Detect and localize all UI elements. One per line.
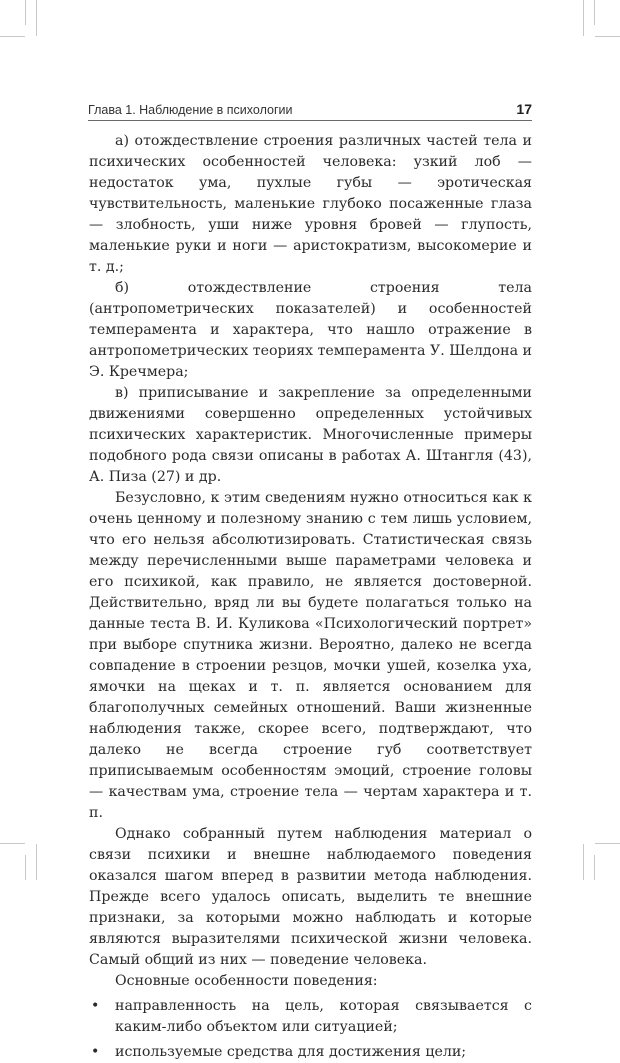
crop-mark-top-right-v2 — [594, 0, 595, 25]
list-item — [89, 1042, 532, 1063]
list-item-text: используемые средства для достижения цели; — [115, 1044, 467, 1060]
running-header — [88, 100, 532, 121]
crop-mark-top-right-v — [583, 0, 584, 36]
bullet-icon: • — [91, 998, 100, 1014]
paragraph-v: в) приписывание и закрепление за определенными движениями совершенно определенных устойчивых психических характеристик. Многочисленные примеры подобного рода связи описаны в работах А. Штангля (43), А. Пиза (27) и др. — [89, 385, 532, 485]
crop-mark-top-left-h — [0, 36, 25, 37]
list-item-text: направленность на цель, которая связывается с каким-либо объектом или ситуацией; — [115, 998, 532, 1035]
crop-mark-top-right-h — [595, 36, 620, 37]
list-item — [89, 996, 532, 1038]
crop-mark-bottom-right-h — [595, 843, 620, 844]
crop-mark-bottom-left-v2 — [25, 855, 26, 880]
behavior-features-list — [89, 996, 532, 1063]
chapter-title: Глава 1. Наблюдение в психологии — [88, 103, 293, 117]
crop-mark-bottom-left-h — [0, 843, 25, 844]
paragraph-however: Однако собранный путем наблюдения материал о связи психики и внешне наблюдаемого поведения оказался шагом вперед в развитии метода наблюдения. Прежде всего удалось описать, выделить те внешние признаки, за которыми можно наблюдать и которые являются выразителями психической жизни человека. Самый общий из них — поведение человека. — [89, 826, 532, 968]
crop-mark-bottom-left-v — [36, 844, 37, 880]
page-number: 17 — [516, 101, 532, 117]
paragraph-a: а) отождествление строения различных частей тела и психических особенностей человека: узкий лоб — недостаток ума, пухлые губы — эротическая чувствительность, маленькие глубоко посаженные глаза — злобность, уши ниже уровня бровей — глупость, маленькие руки и ноги — аристократизм, высокомерие и т. д.; — [89, 133, 532, 275]
crop-mark-top-left-v — [36, 0, 37, 36]
crop-mark-bottom-right-v2 — [594, 855, 595, 880]
crop-mark-bottom-right-v — [583, 844, 584, 880]
crop-mark-top-left-v2 — [25, 0, 26, 25]
bullet-icon: • — [91, 1044, 100, 1060]
paragraph-list-intro: Основные особенности поведения: — [115, 973, 378, 989]
paragraph-disclaimer: Безусловно, к этим сведениям нужно относиться как к очень ценному и полезному знанию с тем лишь условием, что его нельзя абсолютизировать. Статистическая связь между перечисленными выше параметрами человека и его психикой, как правило, не является достоверной. Действительно, вряд ли вы будете полагаться только на данные теста В. И. Куликова «Психологический портрет» при выборе спутника жизни. Вероятно, далеко не всегда совпадение в строении резцов, мочки ушей, козелка уха, ямочки на щеках и т. п. является основанием для благополучных семейных отношений. Ваши жизненные наблюдения также, скорее всего, подтверждают, что далеко не всегда строение губ соответствует приписываемым особенностям эмоций, строение головы — качествам ума, строение тела — чертам характера и т. п. — [89, 490, 532, 821]
paragraph-b: б) отождествление строения тела (антропометрических показателей) и особенностей темперамента и характера, что нашло отражение в антропометрических теориях темперамента У. Шелдона и Э. Кречмера; — [89, 280, 532, 380]
body-text — [89, 131, 532, 1063]
